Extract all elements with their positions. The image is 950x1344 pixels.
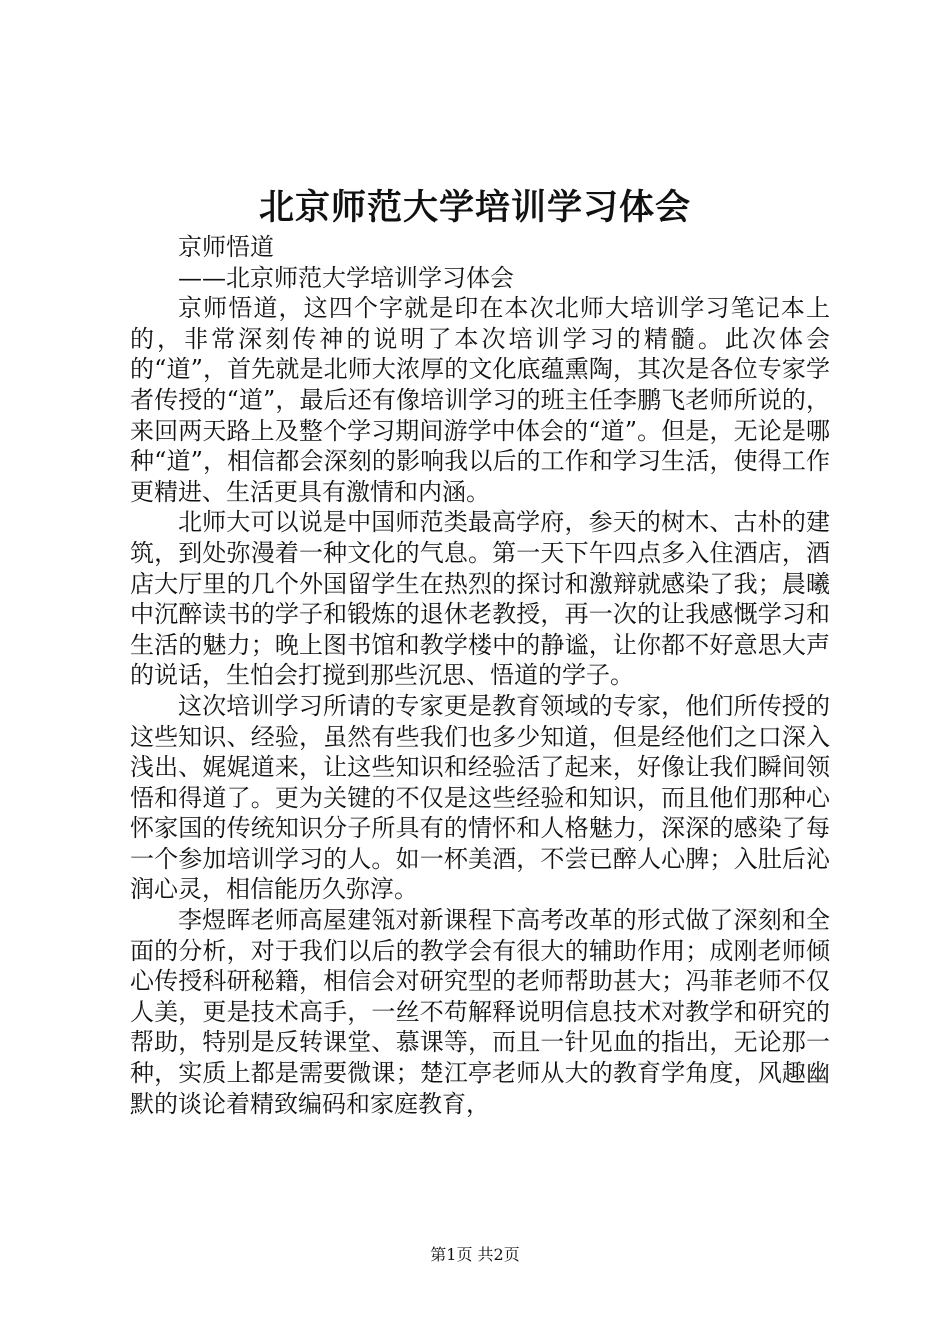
- document-body: [130, 232, 830, 1119]
- paragraph: 京师悟道，这四个字就是印在本次北师大培训学习笔记本上的，非常深刻传神的说明了本次培训学习的精髓。此次体会的“道”，首先就是北师大浓厚的文化底蕴熏陶，其次是各位专家学者传授的“道”，最后还有像培训学习的班主任李鹏飞老师所说的，来回两天路上及整个学习期间游学中体会的“道”。但是，无论是哪种“道”，相信都会深刻的影响我以后的工作和学习生活，使得工作更精进、生活更具有激情和内涵。: [130, 294, 830, 506]
- page-footer: 第1页 共2页: [430, 1245, 520, 1264]
- page-title: 北京师范大学培训学习体会: [258, 187, 691, 228]
- paragraph: 北师大可以说是中国师范类最高学府，参天的树木、古朴的建筑，到处弥漫着一种文化的气息。第一天下午四点多入住酒店，酒店大厅里的几个外国留学生在热烈的探讨和激辩就感染了我；晨曦中沉醉读书的学子和锻炼的退休老教授，再一次的让我感慨学习和生活的魅力；晚上图书馆和教学楼中的静谧，让你都不好意思大声的说话，生怕会打搅到那些沉思、悟道的学子。: [130, 508, 830, 690]
- paragraph: 这次培训学习所请的专家更是教育领域的专家，他们所传授的这些知识、经验，虽然有些我们也多少知道，但是经他们之口深入浅出、娓娓道来，让这些知识和经验活了起来，好像让我们瞬间领悟和得道了。更为关键的不仅是这些经验和知识，而且他们那种心怀家国的传统知识分子所具有的情怀和人格魅力，深深的感染了每一个参加培训学习的人。如一杯美酒，不尝已醉人心脾；入肚后沁润心灵，相信能历久弥淳。: [130, 691, 830, 904]
- subtitle-line: ——北京师范大学培训学习体会: [178, 263, 514, 292]
- paragraph: 李煜晖老师高屋建瓴对新课程下高考改革的形式做了深刻和全面的分析，对于我们以后的教学会有很大的辅助作用；成刚老师倾心传授科研秘籍，相信会对研究型的老师帮助甚大；冯菲老师不仅人美，更是技术高手，一丝不苟解释说明信息技术对教学和研究的帮助，特别是反转课堂、慕课等，而且一针见血的指出，无论那一种，实质上都是需要微课；楚江亭老师从大的教育学角度，风趣幽默的谈论着精致编码和家庭教育，: [130, 906, 830, 1118]
- subtitle-line: 京师悟道: [178, 233, 274, 261]
